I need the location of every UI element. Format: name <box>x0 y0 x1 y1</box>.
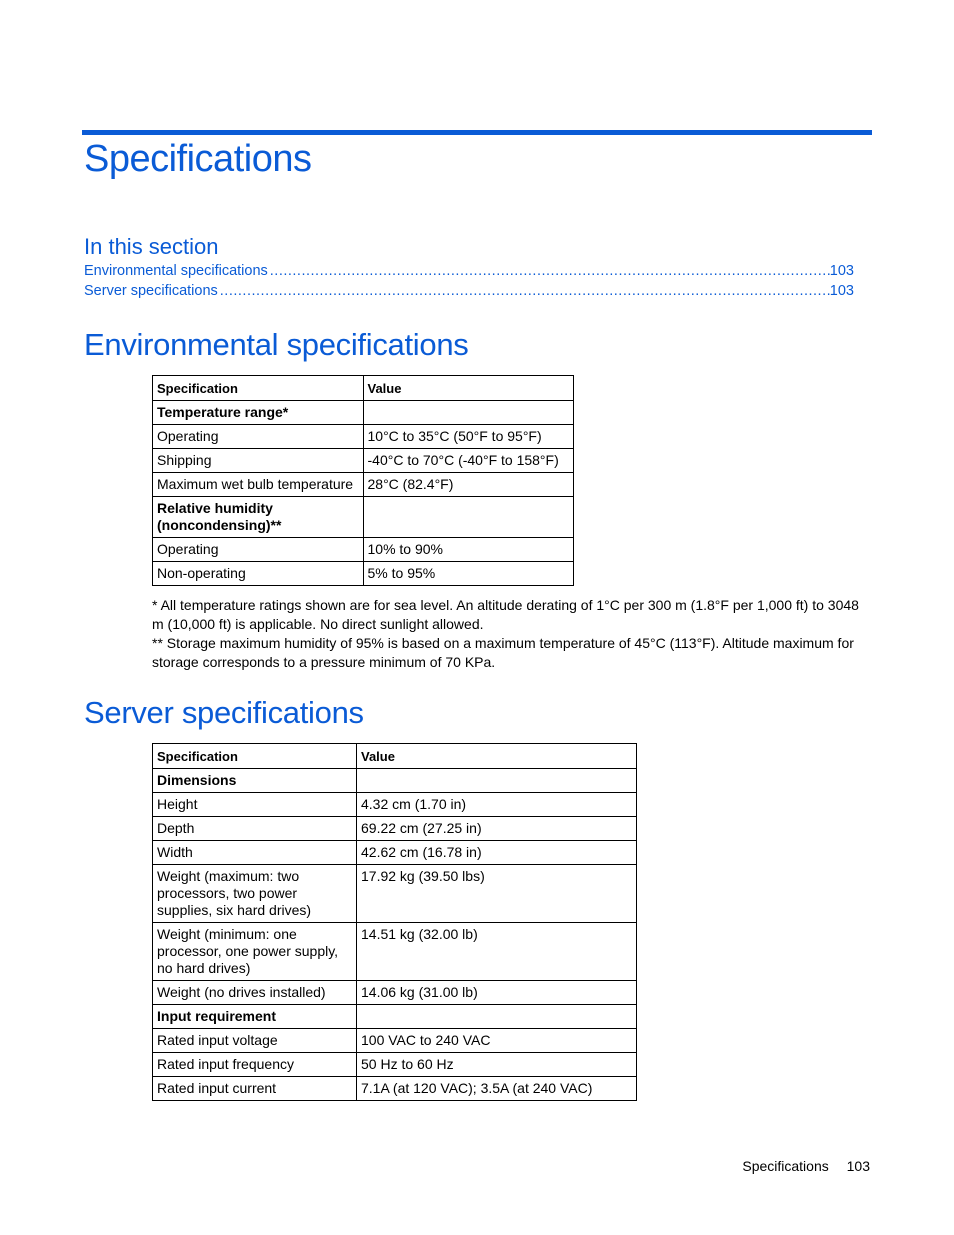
table-row <box>153 562 574 586</box>
page-title: Specifications <box>84 138 312 180</box>
table-row <box>153 793 637 817</box>
spec-cell: Input requirement <box>153 1005 357 1029</box>
page-footer <box>742 1158 870 1174</box>
footnote: ** Storage maximum humidity of 95% is based on a maximum temperature of 45°C (113°F). Altitude maximum for storage corresponds to a pressure minimum of 70 KPa. <box>152 635 854 670</box>
environmental-footnotes <box>152 596 862 672</box>
table-row <box>153 1029 637 1053</box>
value-cell: 50 Hz to 60 Hz <box>357 1053 637 1077</box>
footer-section: Specifications <box>742 1158 829 1174</box>
table-row <box>153 1053 637 1077</box>
value-cell: 69.22 cm (27.25 in) <box>357 817 637 841</box>
spec-cell: Operating <box>153 538 364 562</box>
footnote: * All temperature ratings shown are for sea level. An altitude derating of 1°C per 300 m (1.8°F per 1,000 ft) to 3048 m (10,000 ft) is applicable. No direct sunlight allowed. <box>152 597 859 632</box>
spec-cell: Weight (no drives installed) <box>153 981 357 1005</box>
value-cell <box>357 1005 637 1029</box>
spec-cell: Rated input voltage <box>153 1029 357 1053</box>
table-row <box>153 401 574 425</box>
column-header-specification: Specification <box>153 376 364 401</box>
value-cell: 14.51 kg (32.00 lb) <box>357 923 637 981</box>
column-header-value: Value <box>363 376 574 401</box>
spec-cell: Weight (minimum: one processor, one power supply, no hard drives) <box>153 923 357 981</box>
table-row <box>153 841 637 865</box>
spec-cell: Rated input frequency <box>153 1053 357 1077</box>
table-row <box>153 1077 637 1101</box>
value-cell: 28°C (82.4°F) <box>363 473 574 497</box>
table-row <box>153 449 574 473</box>
value-cell <box>363 401 574 425</box>
value-cell: -40°C to 70°C (-40°F to 158°F) <box>363 449 574 473</box>
value-cell <box>363 497 574 538</box>
table-row <box>153 769 637 793</box>
spec-cell: Depth <box>153 817 357 841</box>
table-header-row <box>153 744 637 769</box>
toc-item-label[interactable]: Server specifications <box>84 283 218 299</box>
value-cell: 42.62 cm (16.78 in) <box>357 841 637 865</box>
table-row <box>153 1005 637 1029</box>
spec-cell: Shipping <box>153 449 364 473</box>
value-cell <box>357 769 637 793</box>
server-table <box>152 743 637 1101</box>
value-cell: 17.92 kg (39.50 lbs) <box>357 865 637 923</box>
value-cell: 4.32 cm (1.70 in) <box>357 793 637 817</box>
column-header-specification: Specification <box>153 744 357 769</box>
table-row <box>153 473 574 497</box>
value-cell: 7.1A (at 120 VAC); 3.5A (at 240 VAC) <box>357 1077 637 1101</box>
value-cell: 14.06 kg (31.00 lb) <box>357 981 637 1005</box>
title-rule <box>82 130 872 135</box>
value-cell: 10°C to 35°C (50°F to 95°F) <box>363 425 574 449</box>
table-row <box>153 817 637 841</box>
table-row <box>153 497 574 538</box>
toc-item-label[interactable]: Environmental specifications <box>84 263 268 279</box>
table-row <box>153 923 637 981</box>
spec-cell: Maximum wet bulb temperature <box>153 473 364 497</box>
toc-item-page[interactable]: 103 <box>829 283 854 299</box>
column-header-value: Value <box>357 744 637 769</box>
value-cell: 5% to 95% <box>363 562 574 586</box>
spec-cell: Height <box>153 793 357 817</box>
environmental-table <box>152 375 574 586</box>
toc-leader <box>218 283 830 299</box>
spec-cell: Rated input current <box>153 1077 357 1101</box>
server-heading: Server specifications <box>84 695 364 730</box>
table-row <box>153 538 574 562</box>
spec-cell: Non-operating <box>153 562 364 586</box>
spec-cell: Width <box>153 841 357 865</box>
toc-leader <box>268 263 830 279</box>
footer-page-number: 103 <box>846 1158 870 1174</box>
table-header-row <box>153 376 574 401</box>
toc <box>84 263 854 303</box>
toc-item-server[interactable] <box>84 283 854 303</box>
table-row <box>153 981 637 1005</box>
in-this-section-heading: In this section <box>84 234 219 259</box>
spec-cell: Operating <box>153 425 364 449</box>
value-cell: 10% to 90% <box>363 538 574 562</box>
toc-item-page[interactable]: 103 <box>829 263 854 279</box>
environmental-heading: Environmental specifications <box>84 327 469 362</box>
spec-cell: Weight (maximum: two processors, two power supplies, six hard drives) <box>153 865 357 923</box>
table-row <box>153 865 637 923</box>
spec-cell: Temperature range* <box>153 401 364 425</box>
spec-cell: Dimensions <box>153 769 357 793</box>
toc-item-environmental[interactable] <box>84 263 854 283</box>
value-cell: 100 VAC to 240 VAC <box>357 1029 637 1053</box>
table-row <box>153 425 574 449</box>
spec-cell: Relative humidity (noncondensing)** <box>153 497 364 538</box>
